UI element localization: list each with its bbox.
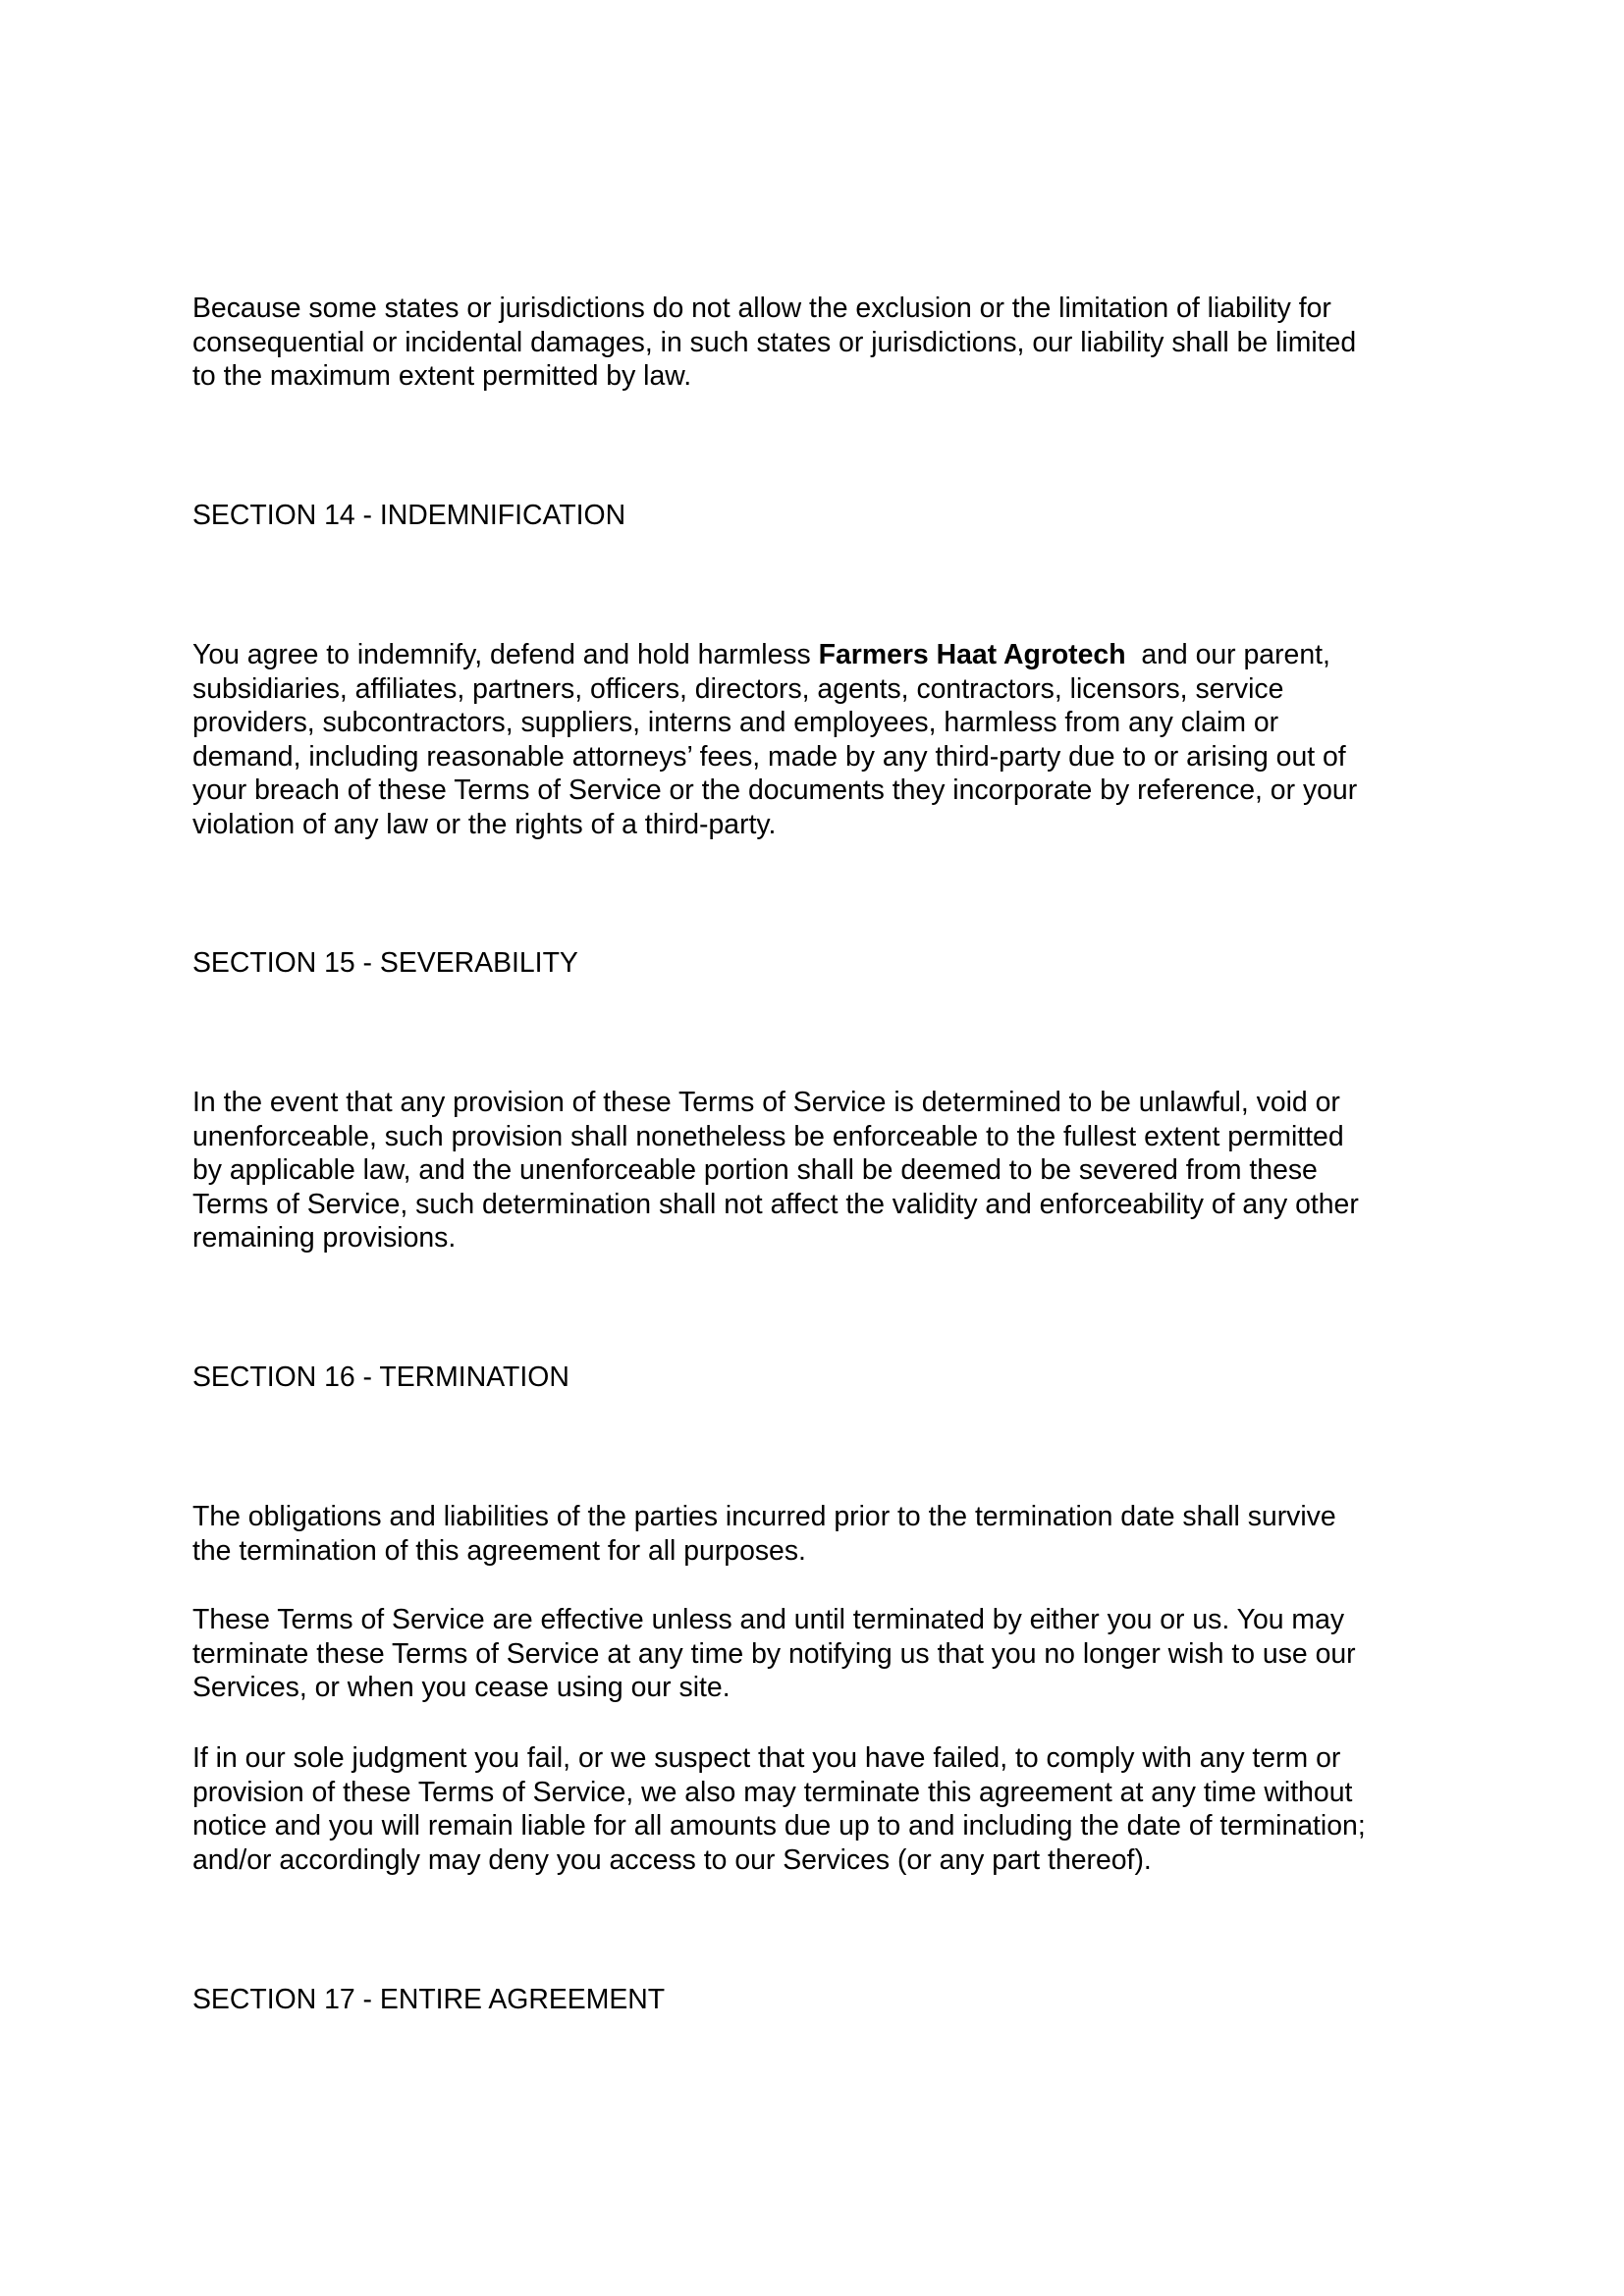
text-line: Services, or when you cease using our site. [192,1672,731,1703]
text-line: Terms of Service, such determination shall not affect the validity and enforceability of any other [192,1188,1359,1220]
section-14-paragraph [192,638,1469,841]
text-line: terminate these Terms of Service at any time by notifying us that you no longer wish to use our [192,1637,1356,1670]
section-15-heading [192,946,1469,981]
text-line [192,638,1469,672]
section-14-heading [192,499,1469,533]
section-16-paragraph-2 [192,1603,1469,1705]
text-line: providers, subcontractors, suppliers, interns and employees, harmless from any claim or [192,707,1279,738]
heading-text: SECTION 15 - SEVERABILITY [192,947,578,979]
text-line: consequential or incidental damages, in such states or jurisdictions, our liability shall be limited [192,326,1357,358]
text-line: Because some states or jurisdictions do not allow the exclusion or the limitation of liability for [192,293,1331,324]
text-line: remaining provisions. [192,1222,457,1254]
company-name: Farmers Haat Agrotech [818,639,1126,670]
limitation-paragraph [192,292,1469,394]
text-line: to the maximum extent permitted by law. [192,360,692,392]
text-line: In the event that any provision of these Terms of Service is determined to be unlawful, void or [192,1087,1340,1118]
text-line: provision of these Terms of Service, we also may terminate this agreement at any time without [192,1776,1353,1808]
section-16-heading [192,1361,1469,1395]
section-15-paragraph [192,1086,1469,1255]
text-line: unenforceable, such provision shall nonetheless be enforceable to the fullest extent permitted [192,1120,1344,1152]
text-line: by applicable law, and the unenforceable portion shall be deemed to be severed from these [192,1154,1318,1186]
section-16-paragraph-3 [192,1741,1469,1877]
text-line: subsidiaries, affiliates, partners, officers, directors, agents, contractors, licensors, service [192,672,1284,705]
heading-text: SECTION 14 - INDEMNIFICATION [192,500,626,531]
text-line: the termination of this agreement for all purposes. [192,1534,806,1567]
text-fragment: You agree to indemnify, defend and hold harmless [192,639,819,670]
heading-text: SECTION 17 - ENTIRE AGREEMENT [192,1984,666,2015]
heading-text: SECTION 16 - TERMINATION [192,1362,569,1393]
text-line: notice and you will remain liable for all amounts due up to and including the date of termination; [192,1810,1366,1842]
text-line: violation of any law or the rights of a third-party. [192,808,777,840]
text-line: your breach of these Terms of Service or the documents they incorporate by reference, or your [192,774,1358,806]
text-line: and/or accordingly may deny you access to our Services (or any part thereof). [192,1843,1152,1876]
text-line: The obligations and liabilities of the parties incurred prior to the termination date shall survive [192,1501,1336,1532]
text-fragment: and our parent, [1125,639,1330,670]
text-line: demand, including reasonable attorneys’ fees, made by any third-party due to or arising out of [192,740,1346,773]
section-17-heading [192,1983,1469,2017]
text-line: If in our sole judgment you fail, or we suspect that you have failed, to comply with any term or [192,1742,1341,1774]
section-16-paragraph-1 [192,1500,1469,1568]
text-line: These Terms of Service are effective unless and until terminated by either you or us. You may [192,1604,1345,1635]
